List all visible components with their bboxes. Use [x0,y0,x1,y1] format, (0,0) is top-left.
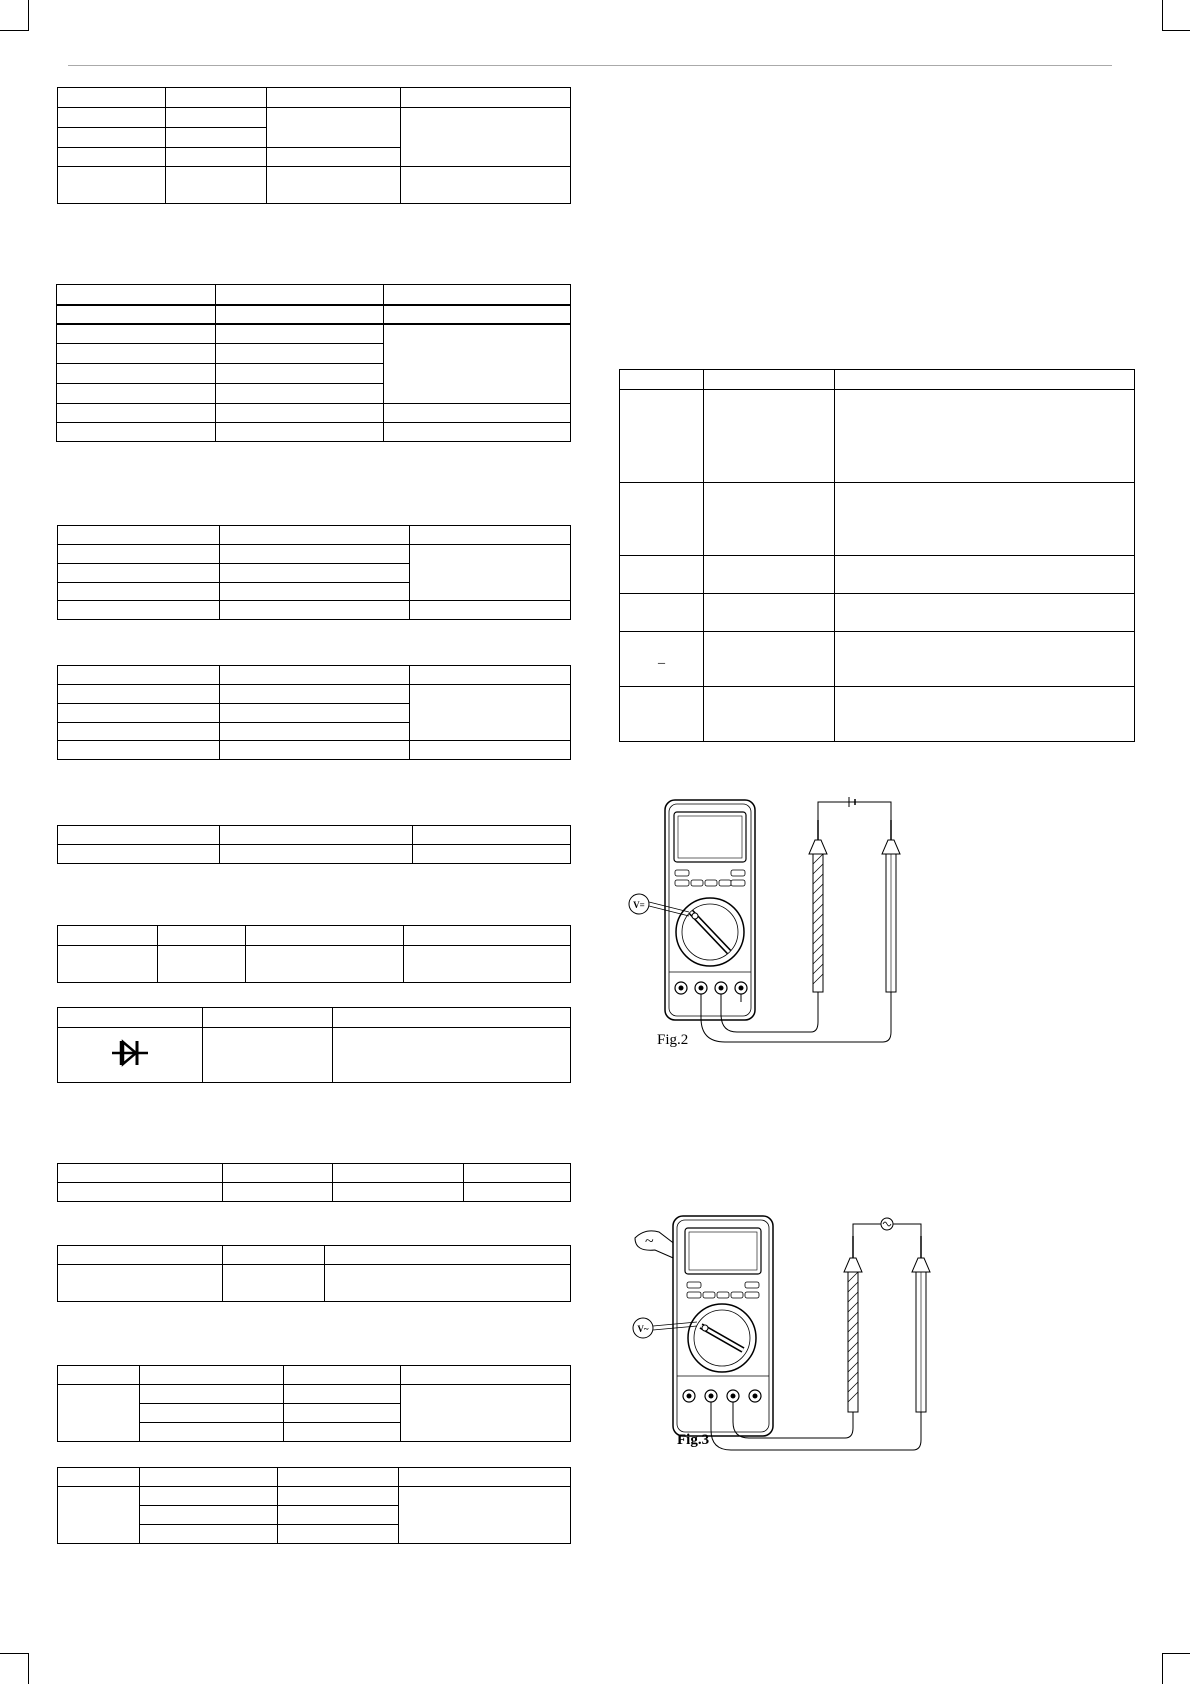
table-row [58,1468,571,1487]
crop-mark-top-left [0,30,28,31]
table-row [58,1265,571,1302]
spec-table-5 [57,825,571,864]
dc-mode-label: V= [633,900,645,910]
figure-3-caption: Fig.3 [677,1432,710,1448]
spec-table-7-diode [57,1007,571,1083]
table-row [57,404,571,423]
table-row [58,946,571,983]
table-row [57,305,571,324]
header-rule [68,65,1112,66]
table-row [58,1246,571,1265]
figure-2-dc-voltage [625,792,925,1054]
crop-mark-top-right [1162,30,1190,31]
dc-symbol: _ [658,651,665,666]
multimeter-dc-illustration [625,792,925,1054]
crop-mark-top-left-v [28,0,29,31]
table-row [58,666,571,685]
table-row [57,423,571,442]
spec-table-1 [57,87,571,204]
table-row [58,1008,571,1028]
table-row [620,687,1135,742]
table-row [58,167,571,204]
table-row [58,545,571,564]
table-row [620,390,1135,483]
crop-mark-bottom-left-v [28,1653,29,1684]
table-row [58,1366,571,1385]
table-row [58,1164,571,1183]
crop-mark-bottom-right [1162,1653,1190,1654]
ac-symbol: ~ [645,1233,654,1250]
table-row [58,1183,571,1202]
table-row [58,1487,571,1506]
table-row [58,526,571,545]
diode-icon [110,1037,150,1069]
table-row [620,483,1135,556]
spec-table-11 [57,1467,571,1544]
table-row [58,108,571,128]
crop-mark-bottom-right-v [1162,1653,1163,1684]
crop-mark-top-right-v [1162,0,1163,31]
table-row [57,285,571,305]
table-row [58,826,571,845]
table-row [58,926,571,946]
symbols-table [619,369,1135,742]
spec-table-10 [57,1365,571,1442]
multimeter-ac-illustration [625,1210,935,1465]
table-row [620,556,1135,594]
table-row [58,1385,571,1404]
table-row [620,370,1135,390]
table-row [58,601,571,620]
table-row [58,741,571,760]
spec-table-4 [57,665,571,760]
spec-table-6 [57,925,571,983]
crop-mark-bottom-left [0,1653,28,1654]
table-row [620,594,1135,632]
spec-table-8 [57,1163,571,1202]
spec-table-2 [56,284,571,442]
table-row [57,324,571,344]
ac-mode-label: V~ [637,1324,649,1334]
table-row [58,845,571,864]
figure-2-caption: Fig.2 [657,1032,689,1048]
table-row [58,685,571,704]
spec-table-9 [57,1245,571,1302]
table-row [58,88,571,108]
table-row [58,1028,571,1083]
figure-3-ac-voltage [625,1210,935,1465]
spec-table-3 [57,525,571,620]
table-row [620,632,1135,687]
